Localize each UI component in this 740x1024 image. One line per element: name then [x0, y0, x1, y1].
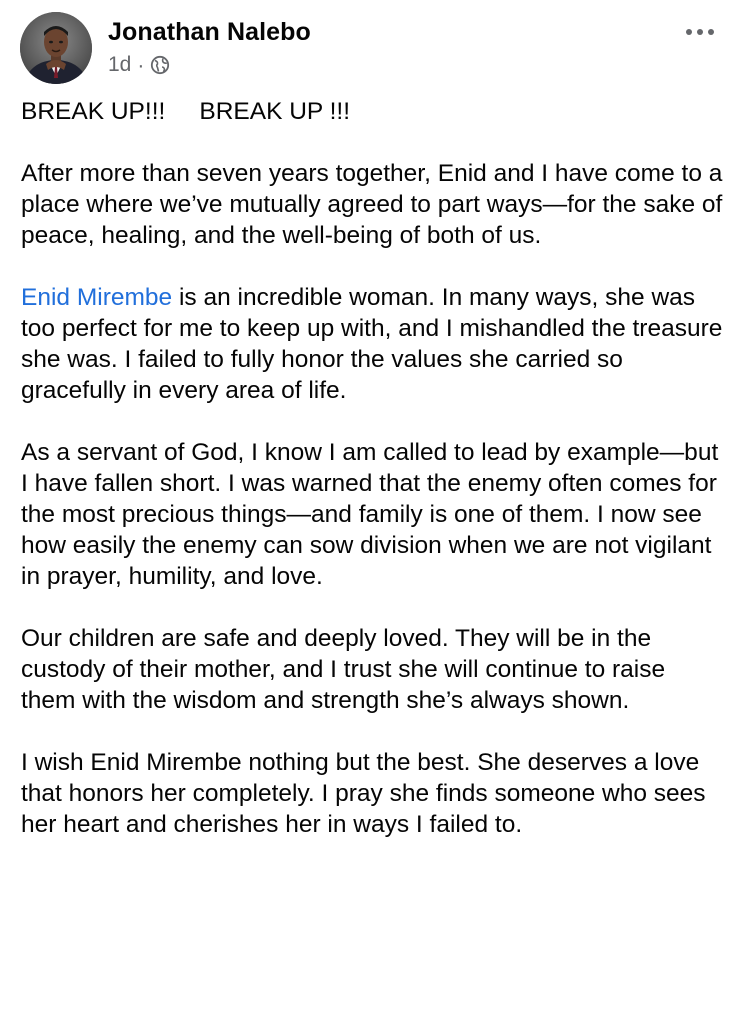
post-header — [20, 12, 720, 84]
mention-link[interactable]: Enid Mirembe — [21, 284, 173, 311]
post-headline: BREAK UP!!! BREAK UP !!! — [21, 98, 351, 125]
author-avatar[interactable] — [20, 12, 92, 84]
globe-icon — [150, 55, 170, 75]
meta-separator: · — [137, 53, 145, 77]
post-paragraph: Our children are safe and deeply loved. They will be in the custody of their mother, and I trust she will continue to raise them with the wisdom and strength she’s always shown. — [21, 625, 666, 714]
avatar-image — [20, 12, 92, 84]
post-paragraph: After more than seven years together, Enid and I have come to a place where we’ve mutually agreed to part ways—for the sake of peace, healing, and the well-being of both of us. — [21, 160, 723, 249]
author-name[interactable]: Jonathan Nalebo — [108, 18, 311, 46]
post-time[interactable]: 1d — [108, 53, 132, 76]
post-paragraph-with-mention — [21, 282, 723, 406]
post-paragraph-text: is an incredible woman. In many ways, she was too perfect for me to keep up with, and I mishandled the treasure she was. I failed to fully honor the values she carried so gracefully in every area of life. — [21, 284, 723, 404]
more-options-icon[interactable] — [680, 20, 720, 44]
post-meta — [108, 52, 170, 78]
post-body — [21, 96, 723, 871]
post-paragraph: I wish Enid Mirembe nothing but the best. She deserves a love that honors her completely. I pray she finds someone who sees her heart and cherishes her in ways I failed to. — [21, 749, 706, 838]
post-paragraph: As a servant of God, I know I am called to lead by example—but I have fallen short. I was warned that the enemy often comes for the most precious things—and family is one of them. I now see how easily the enemy can sow division when we are not vigilant in prayer, humility, and love. — [21, 439, 719, 590]
